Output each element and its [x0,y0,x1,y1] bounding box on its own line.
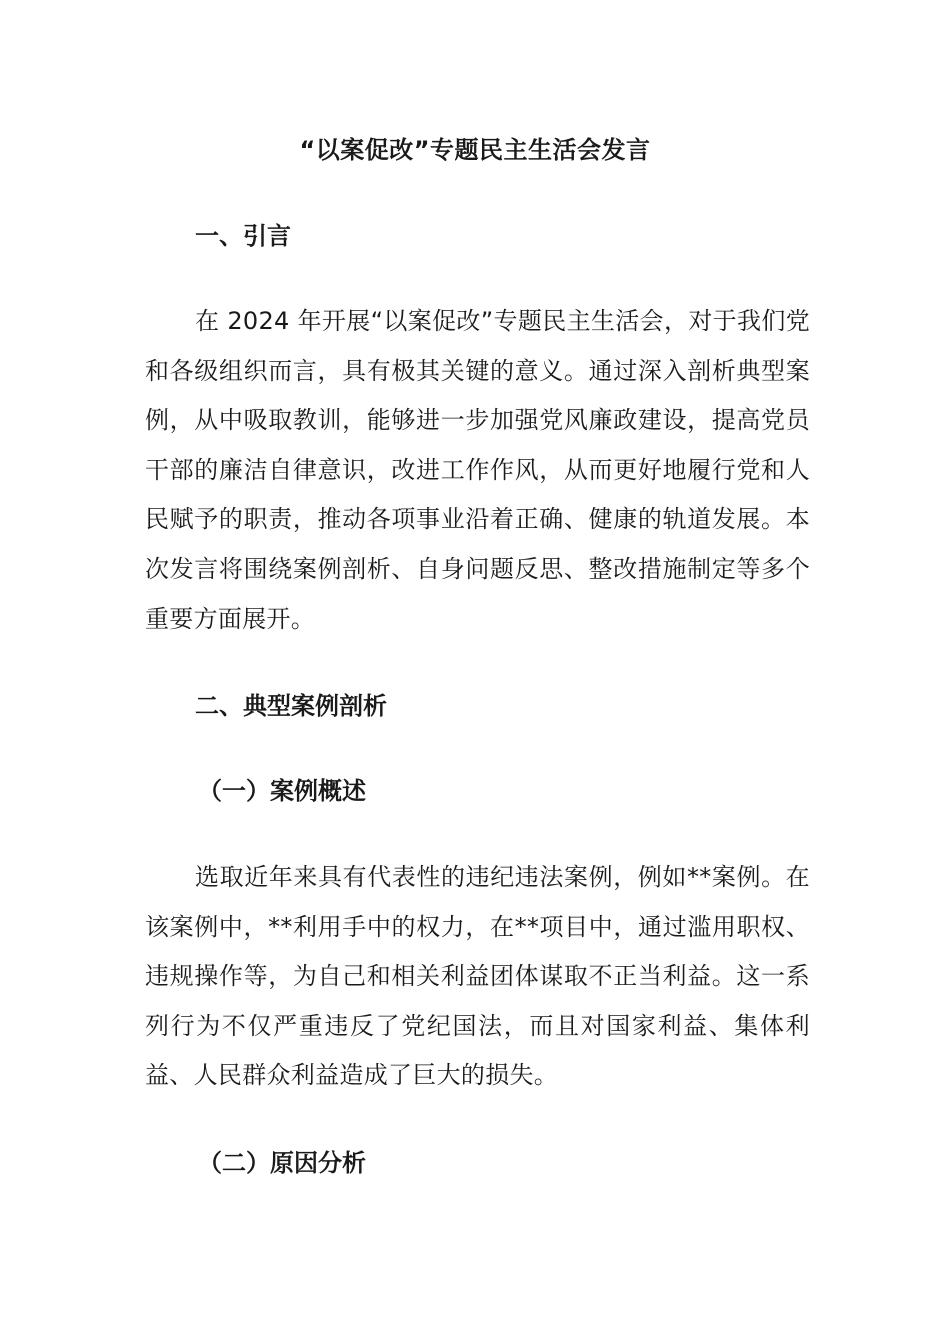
introduction-paragraph: 在 2024 年开展“以案促改”专题民主生活会，对于我们党和各级组织而言，具有极其关键的意义。通过深入剖析典型案例，从中吸取教训，能够进一步加强党风廉政建设，提高党员干部的廉洁自律意识，改进工作作风，从而更好地履行党和人民赋予的职责，推动各项事业沿着正确、健康的轨道发展。本次发言将围绕案例剖析、自身问题反思、整改措施制定等多个重要方面展开。 [145,307,810,633]
section-heading-introduction: 一、引言 [195,222,291,250]
subsection-heading-case-overview: （一）案例概述 [198,777,366,805]
document-title: “以案促改”专题民主生活会发言 [299,136,651,164]
case-overview-paragraph: 选取近年来具有代表性的违纪违法案例，例如**案例。在该案例中，**利用手中的权力，在**项目中，通过滥用职权、违规操作等，为自己和相关利益团体谋取不正当利益。这一系列行为不仅严重违反了党纪国法，而且对国家利益、集体利益、人民群众利益造成了巨大的损失。 [145,863,810,1090]
section-heading-case-analysis: 二、典型案例剖析 [195,692,387,720]
subsection-heading-cause-analysis: （二）原因分析 [198,1149,366,1177]
